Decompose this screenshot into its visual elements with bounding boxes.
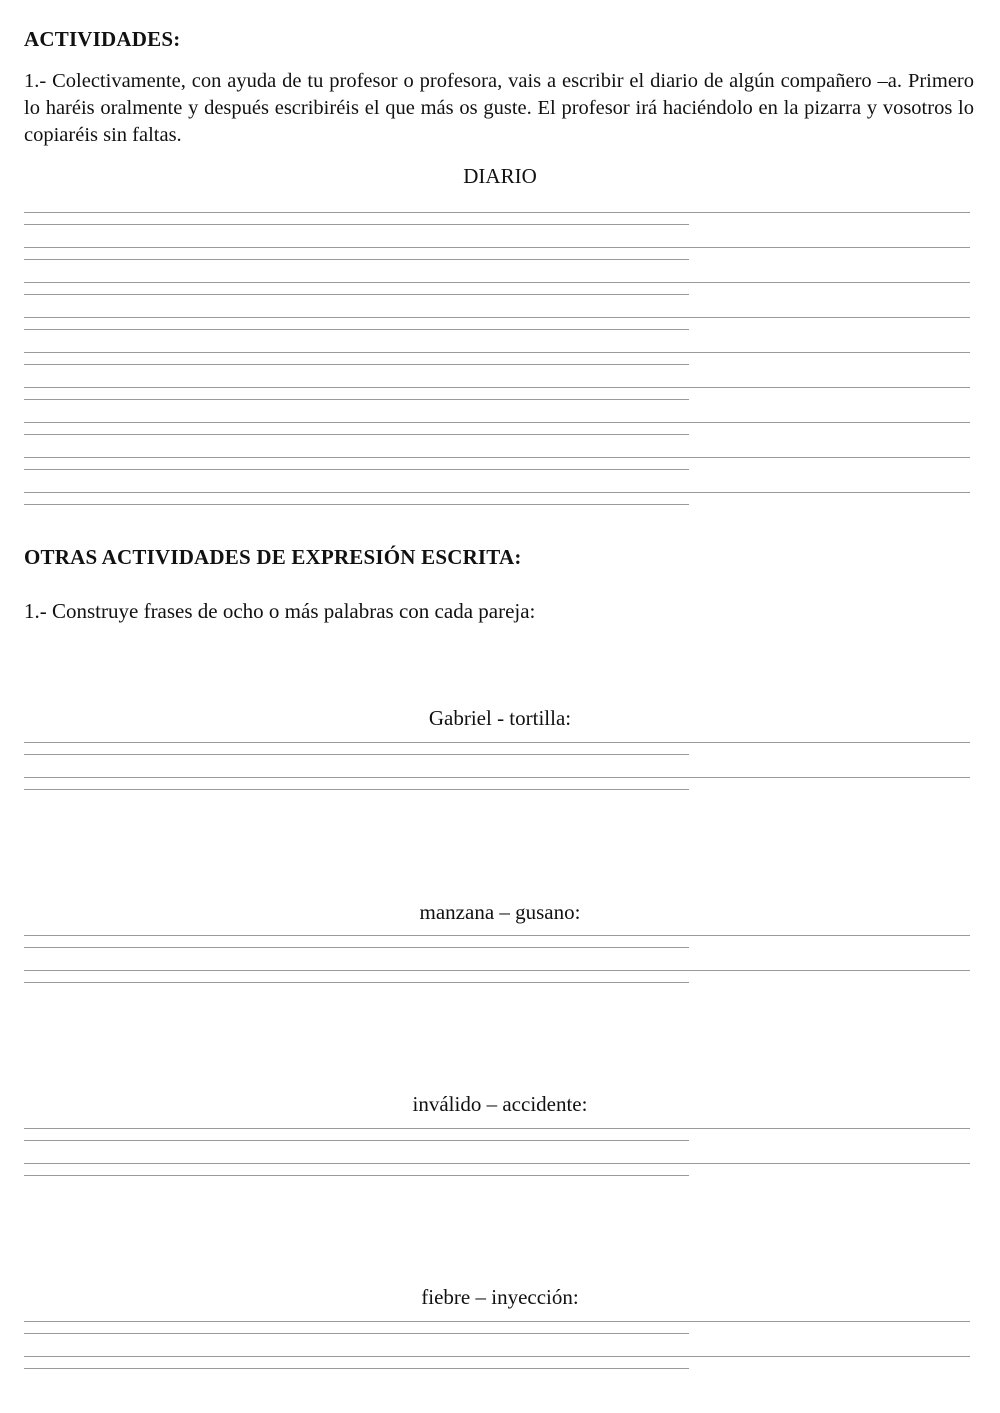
writing-line[interactable] bbox=[24, 224, 689, 225]
writing-line[interactable] bbox=[24, 387, 970, 388]
writing-line[interactable] bbox=[24, 789, 689, 790]
writing-line[interactable] bbox=[24, 1333, 689, 1334]
writing-line[interactable] bbox=[24, 352, 970, 353]
writing-line[interactable] bbox=[24, 935, 970, 936]
writing-line[interactable] bbox=[24, 1128, 970, 1129]
writing-line[interactable] bbox=[24, 970, 970, 971]
writing-line[interactable] bbox=[24, 422, 970, 423]
writing-line[interactable] bbox=[24, 504, 689, 505]
writing-line[interactable] bbox=[24, 1140, 689, 1141]
word-pair-label: fiebre – inyección: bbox=[421, 1285, 579, 1309]
writing-line[interactable] bbox=[24, 259, 689, 260]
writing-line[interactable] bbox=[24, 329, 689, 330]
writing-line[interactable] bbox=[24, 434, 689, 435]
writing-line[interactable] bbox=[24, 1356, 970, 1357]
section-heading-actividades: ACTIVIDADES: bbox=[24, 27, 181, 51]
sentence-instruction: 1.- Construye frases de ocho o más palabras con cada pareja: bbox=[24, 599, 536, 623]
writing-line[interactable] bbox=[24, 457, 970, 458]
writing-line[interactable] bbox=[24, 294, 689, 295]
writing-line[interactable] bbox=[24, 1368, 689, 1369]
section-heading-otras-actividades: OTRAS ACTIVIDADES DE EXPRESIÓN ESCRITA: bbox=[24, 545, 522, 569]
writing-line[interactable] bbox=[24, 777, 970, 778]
writing-line[interactable] bbox=[24, 492, 970, 493]
word-pair-label: Gabriel - tortilla: bbox=[428, 706, 572, 730]
diary-title: DIARIO bbox=[463, 164, 537, 188]
writing-line[interactable] bbox=[24, 364, 689, 365]
writing-line[interactable] bbox=[24, 754, 689, 755]
activity-instruction: 1.- Colectivamente, con ayuda de tu profesor o profesora, vais a escribir el diario de algún compañero –a. Primero lo haréis oralmente y después escribiréis el que más os guste. El profesor irá haciéndolo en la pizarra y vosotros lo copiaréis sin faltas. bbox=[24, 70, 974, 146]
writing-line[interactable] bbox=[24, 742, 970, 743]
writing-line[interactable] bbox=[24, 1321, 970, 1322]
writing-line[interactable] bbox=[24, 1175, 689, 1176]
writing-line[interactable] bbox=[24, 469, 689, 470]
writing-line[interactable] bbox=[24, 212, 970, 213]
writing-line[interactable] bbox=[24, 982, 689, 983]
word-pair-label: inválido – accidente: bbox=[412, 1092, 588, 1116]
writing-line[interactable] bbox=[24, 317, 970, 318]
writing-line[interactable] bbox=[24, 399, 689, 400]
writing-line[interactable] bbox=[24, 1163, 970, 1164]
writing-line[interactable] bbox=[24, 947, 689, 948]
word-pair-label: manzana – gusano: bbox=[419, 900, 581, 924]
writing-line[interactable] bbox=[24, 247, 970, 248]
writing-line[interactable] bbox=[24, 282, 970, 283]
